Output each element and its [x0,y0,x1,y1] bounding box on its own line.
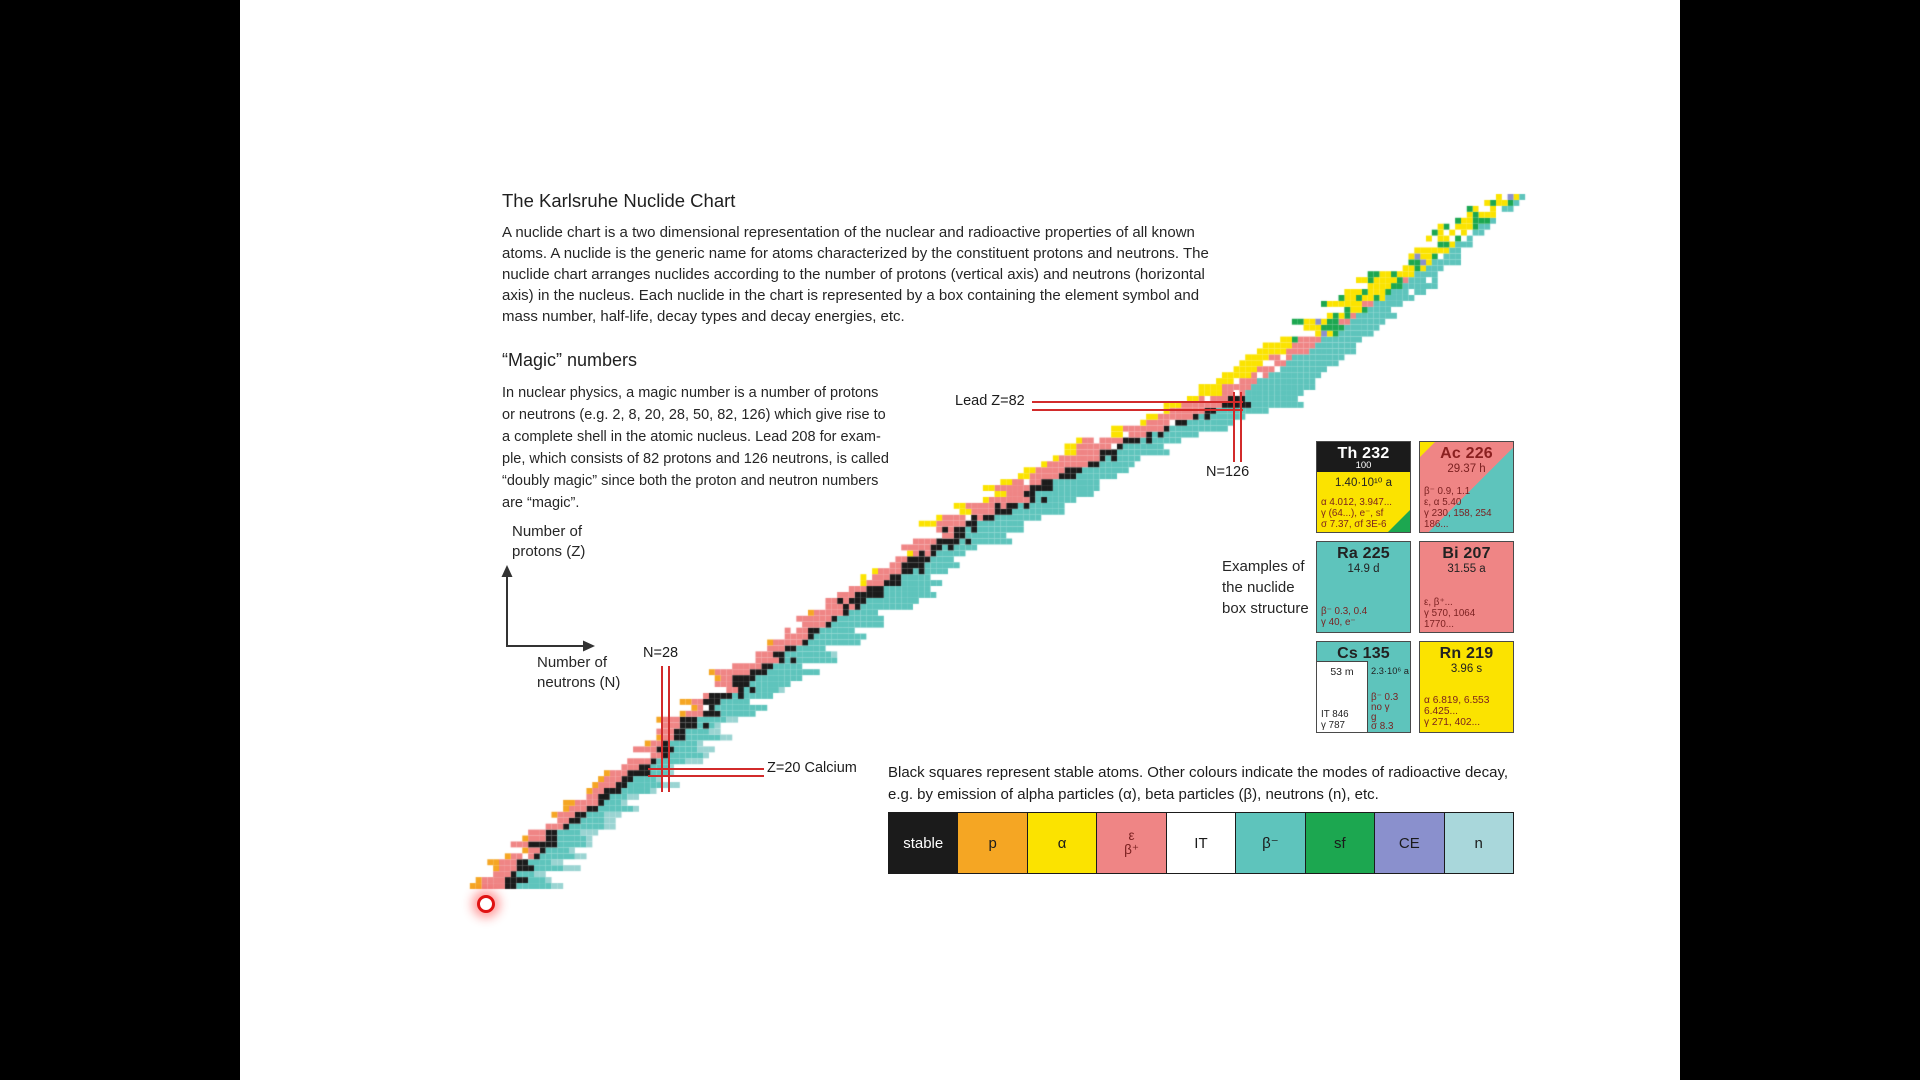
nuclide-symbol: Ra 225 [1337,545,1390,562]
annotation-n126: N=126 [1206,464,1250,480]
annotation-n28: N=28 [643,645,679,661]
half-life: 29.37 h [1447,463,1486,475]
axis-arrows-icon [494,560,604,660]
half-life: 1.40·10¹⁰ a [1334,477,1393,489]
abundance: 100 [1355,460,1372,471]
z20-line-bottom [648,775,764,777]
nuclide-box-bi207: Bi 207 31.55 a ε, β⁺... γ 570, 1064 1770... [1419,541,1514,633]
nuclide-box-th232: Th 232 100 1.40·10¹⁰ a α 4.012, 3.947... γ (64...), e⁻, sf σ 7.37, σf 3E-6 [1316,441,1411,533]
n126-line-right [1240,392,1242,462]
legend-item-stable: stable [889,813,958,873]
annotation-lead-z82: Lead Z=82 [955,393,1025,409]
legend-item-beta-minus: β⁻ [1236,813,1305,873]
half-life: 3.96 s [1450,663,1483,675]
isomer-half-life: 53 m [1330,666,1354,678]
annotation-z20-calcium: Z=20 Calcium [767,760,857,776]
examples-label: Examples of the nuclide box structure [1222,558,1309,617]
lead-line-bottom [1032,409,1243,411]
decay-mode-legend [888,812,1514,874]
legend-item-ce: CE [1375,813,1444,873]
n28-line-left [661,666,663,792]
nuclide-symbol: Ac 226 [1440,445,1493,462]
x-axis-label: Number of neutrons (N) [537,654,621,691]
legend-caption: Black squares represent stable atoms. Other colours indicate the modes of radioactive decay, e.g. by emission of alpha particles (α), beta particles (β), neutrons (n), etc. [888,764,1509,803]
half-life: 2.3·10⁶ a [1371,666,1409,676]
nuclide-symbol: Cs 135 [1337,645,1390,662]
lead-line-top [1032,401,1243,403]
n126-line-left [1233,392,1235,462]
legend-item-alpha: α [1028,813,1097,873]
nuclide-symbol: Rn 219 [1439,645,1494,662]
half-life: 14.9 d [1347,563,1380,575]
legend-item-p: p [958,813,1027,873]
nuclide-box-ra225: Ra 225 14.9 d β⁻ 0.3, 0.4 γ 40, e⁻ [1316,541,1411,633]
legend-item-sf: sf [1306,813,1375,873]
z20-line-top [648,768,764,770]
nuclide-box-ac226: Ac 226 29.37 h β⁻ 0.9, 1.1 ε, α 5.40 γ 230, 158, 254 186... [1419,441,1514,533]
nuclide-box-cs135: Cs 135 53 m IT 846 γ 787 2.3·10⁶ a β⁻ 0.3 no γ g σ 8.3 [1316,641,1411,733]
letterbox-left [0,0,240,1080]
half-life: 31.55 a [1447,563,1486,575]
letterbox-right [1680,0,1920,1080]
n28-line-right [668,666,670,792]
legend-item-it: IT [1167,813,1236,873]
legend-item-n: n [1445,813,1513,873]
nuclide-box-rn219: Rn 219 3.96 s α 6.819, 6.553 6.425... γ 271, 402... [1419,641,1514,733]
nuclide-symbol: Th 232 [1337,445,1390,462]
y-axis-label: Number of protons (Z) [512,523,586,560]
nuclide-symbol: Bi 207 [1442,545,1491,562]
sf-corner-triangle-icon [1388,510,1410,532]
legend-item-epsilon-beta-plus: ε β⁺ [1097,813,1166,873]
red-cursor-dot-icon [477,895,495,913]
